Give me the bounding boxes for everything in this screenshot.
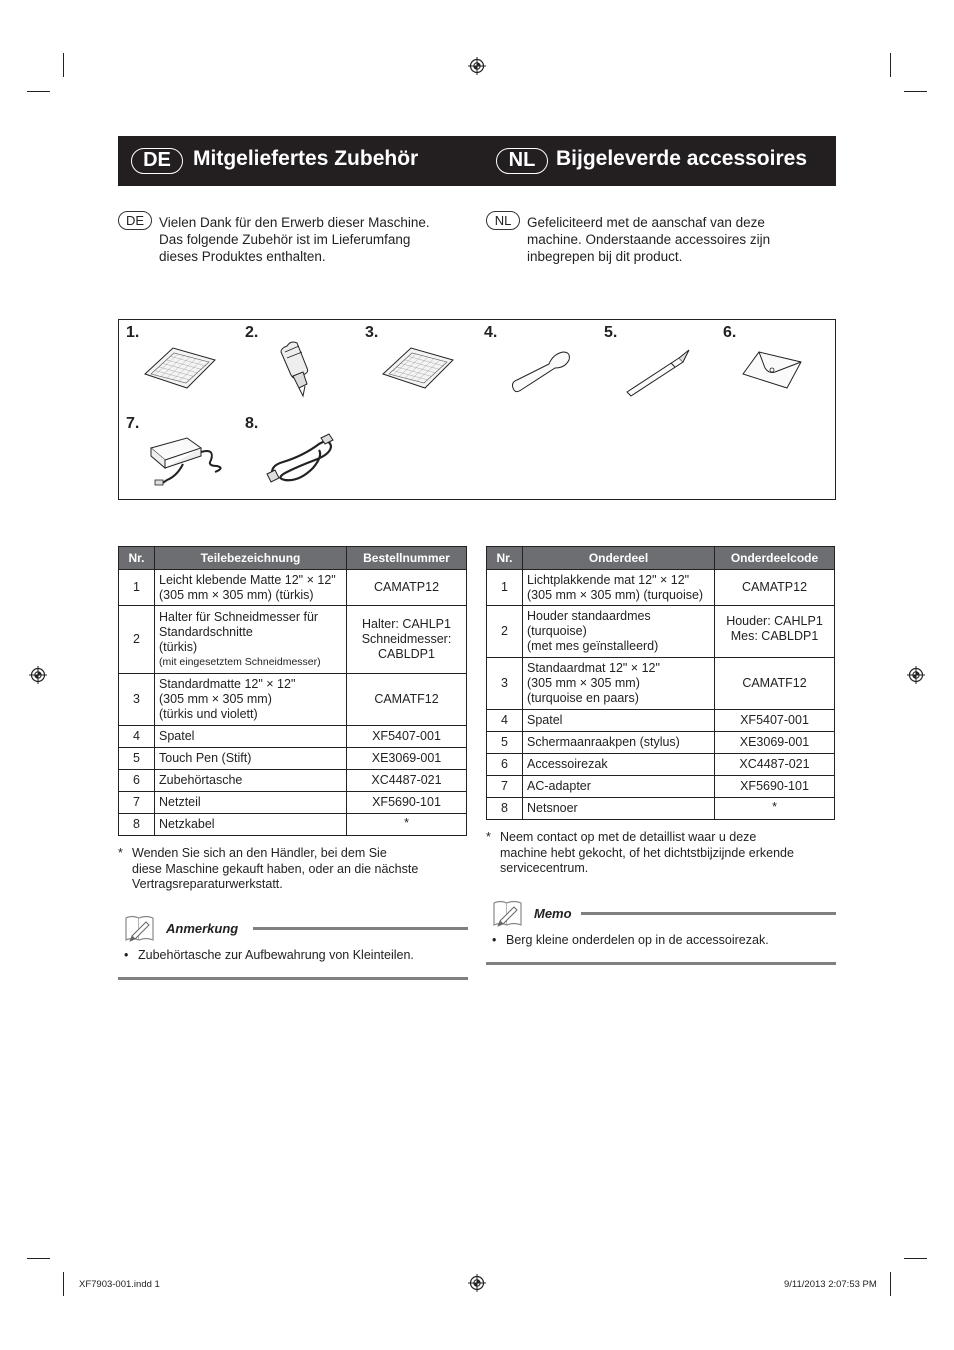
- crop-mark: [63, 1272, 64, 1296]
- row-number: 6: [487, 754, 523, 776]
- footnote-line: Wenden Sie sich an den Händler, bei dem Sie: [132, 846, 387, 860]
- part-name: Touch Pen (Stift): [155, 748, 347, 770]
- part-name: Spatel: [523, 710, 715, 732]
- intro-line: Das folgende Zubehör ist im Lieferumfang: [159, 232, 411, 247]
- table-row: [119, 674, 467, 726]
- registration-mark-icon: [468, 1274, 486, 1292]
- part-code: [715, 606, 835, 658]
- row-number: 3: [487, 658, 523, 710]
- nl-footnote: [500, 830, 830, 877]
- touch-pen-icon: [623, 348, 693, 398]
- blade-holder-icon: [277, 338, 321, 400]
- name-line: (305 mm × 305 mm): [527, 676, 640, 690]
- footnote-line: Vertragsreparaturwerkstatt.: [132, 877, 283, 891]
- name-line: Standaardmat 12" × 12": [527, 661, 660, 675]
- name-line: (305 mm × 305 mm): [159, 692, 272, 706]
- section-header: [118, 136, 836, 186]
- nl-memo-title: Memo: [534, 906, 572, 921]
- row-number: 7: [119, 792, 155, 814]
- nl-footnote-mark: *: [486, 830, 491, 844]
- part-name: [523, 606, 715, 658]
- name-line: (türkis): [159, 639, 198, 654]
- part-code: CAMATF12: [715, 658, 835, 710]
- footer-file: XF7903-001.indd 1: [79, 1279, 160, 1290]
- row-number: 5: [119, 748, 155, 770]
- table-row: [119, 606, 467, 674]
- name-line: Standardschnitte: [159, 624, 253, 639]
- row-number: 5: [487, 732, 523, 754]
- registration-mark-icon: [907, 666, 925, 684]
- col-header: Onderdeelcode: [715, 547, 835, 570]
- name-line: (met mes geïnstalleerd): [527, 639, 659, 653]
- part-code: XE3069-001: [715, 732, 835, 754]
- part-name: [155, 674, 347, 726]
- part-code: *: [347, 814, 467, 836]
- part-code: [347, 606, 467, 674]
- power-cord-icon: [263, 432, 337, 486]
- memo-divider: [486, 962, 836, 965]
- memo-divider: [253, 927, 468, 930]
- code-line: Houder: CAHLP1: [726, 614, 823, 628]
- accessories-figure: [118, 319, 836, 500]
- item-number: 7.: [126, 415, 140, 432]
- row-number: 7: [487, 776, 523, 798]
- table-row: [487, 754, 835, 776]
- part-code: XF5690-101: [347, 792, 467, 814]
- item-number: 5.: [604, 324, 618, 341]
- row-number: 6: [119, 770, 155, 792]
- crop-mark: [904, 91, 927, 92]
- part-code: XF5407-001: [715, 710, 835, 732]
- crop-mark: [27, 91, 50, 92]
- code-line: Schneidmesser:: [361, 632, 452, 646]
- part-name: [523, 570, 715, 606]
- table-row: [487, 776, 835, 798]
- part-name: [523, 658, 715, 710]
- memo-divider: [581, 912, 836, 915]
- de-intro-badge: DE: [118, 211, 152, 230]
- table-row: [119, 814, 467, 836]
- part-code: XF5690-101: [715, 776, 835, 798]
- footer-datetime: 9/11/2013 2:07:53 PM: [784, 1279, 877, 1290]
- registration-mark-icon: [29, 666, 47, 684]
- table-row: [487, 606, 835, 658]
- part-name: Netsnoer: [523, 798, 715, 820]
- table-header-row: [487, 547, 835, 570]
- code-line: CABLDP1: [378, 647, 435, 661]
- nl-intro-text: [527, 214, 837, 265]
- note-pencil-icon: [124, 914, 156, 942]
- crop-mark: [890, 1272, 891, 1296]
- col-header: Onderdeel: [523, 547, 715, 570]
- part-name: [155, 570, 347, 606]
- nl-parts-table: [486, 546, 835, 820]
- cutting-mat-icon: [143, 346, 217, 390]
- col-header: Nr.: [487, 547, 523, 570]
- registration-mark-icon: [468, 57, 486, 75]
- row-number: 1: [119, 570, 155, 606]
- table-row: [119, 570, 467, 606]
- de-parts-table: [118, 546, 467, 836]
- name-line: Halter für Schneidmesser für: [159, 609, 319, 624]
- part-name: Zubehörtasche: [155, 770, 347, 792]
- de-title: Mitgeliefertes Zubehör: [193, 147, 419, 170]
- item-number: 4.: [484, 324, 498, 341]
- col-header: Bestellnummer: [347, 547, 467, 570]
- footnote-line: machine hebt gekocht, of het dichtstbijzijnde erkende: [500, 845, 794, 860]
- nl-badge: NL: [496, 148, 548, 174]
- name-line: Standardmatte 12" × 12": [159, 677, 296, 691]
- name-line-small: (mit eingesetztem Schneidmesser): [159, 655, 321, 668]
- nl-title: Bijgeleverde accessoires: [556, 147, 807, 170]
- intro-line: dieses Produktes enthalten.: [159, 249, 326, 264]
- nl-intro-badge: NL: [486, 211, 520, 230]
- item-number: 1.: [126, 324, 140, 341]
- part-name: Spatel: [155, 726, 347, 748]
- table-row: [119, 748, 467, 770]
- row-number: 1: [487, 570, 523, 606]
- name-line: (turquoise): [527, 624, 587, 638]
- table-row: [119, 726, 467, 748]
- row-number: 3: [119, 674, 155, 726]
- part-name: Accessoirezak: [523, 754, 715, 776]
- name-line: (türkis und violett): [159, 707, 258, 721]
- col-header: Teilebezeichnung: [155, 547, 347, 570]
- name-line: Houder standaardmes: [527, 609, 651, 623]
- part-code: CAMATP12: [715, 570, 835, 606]
- standard-mat-icon: [381, 346, 455, 390]
- table-row: [119, 770, 467, 792]
- nl-memo-text: Berg kleine onderdelen op in de accessoirezak.: [506, 933, 769, 947]
- part-code: XC4487-021: [347, 770, 467, 792]
- item-number: 6.: [723, 324, 737, 341]
- de-footnote-mark: *: [118, 846, 123, 860]
- footnote-line: servicecentrum.: [500, 861, 589, 875]
- table-row: [487, 570, 835, 606]
- row-number: 4: [119, 726, 155, 748]
- footnote-line: Neem contact op met de detaillist waar u deze: [500, 830, 757, 844]
- crop-mark: [904, 1258, 927, 1259]
- accessory-pouch-icon: [739, 344, 805, 392]
- table-row: [119, 792, 467, 814]
- table-row: [487, 710, 835, 732]
- part-code: CAMATP12: [347, 570, 467, 606]
- de-footnote: [132, 846, 462, 893]
- name-line: Leicht klebende Matte 12" × 12": [159, 572, 336, 587]
- memo-divider: [118, 977, 468, 980]
- name-line: Lichtplakkende mat 12" × 12": [527, 572, 690, 587]
- footnote-line: diese Maschine gekauft haben, oder an die nächste: [132, 861, 419, 876]
- row-number: 8: [487, 798, 523, 820]
- crop-mark: [27, 1258, 50, 1259]
- nl-memo-bullet: •: [492, 933, 497, 947]
- part-name: AC-adapter: [523, 776, 715, 798]
- note-pencil-icon: [492, 899, 524, 927]
- part-name: Schermaanraakpen (stylus): [523, 732, 715, 754]
- row-number: 2: [487, 606, 523, 658]
- de-memo-bullet: •: [124, 948, 129, 962]
- part-code: CAMATF12: [347, 674, 467, 726]
- intro-line: Vielen Dank für den Erwerb dieser Maschine.: [159, 215, 430, 230]
- item-number: 2.: [245, 324, 259, 341]
- ac-adapter-icon: [147, 430, 227, 488]
- code-line: Halter: CAHLP1: [362, 617, 451, 631]
- part-code: XF5407-001: [347, 726, 467, 748]
- item-number: 3.: [365, 324, 379, 341]
- de-intro-text: [159, 214, 469, 265]
- part-name: [155, 606, 347, 674]
- name-line: (305 mm × 305 mm) (türkis): [159, 587, 314, 602]
- table-row: [487, 798, 835, 820]
- col-header: Nr.: [119, 547, 155, 570]
- intro-line: machine. Onderstaande accessoires zijn: [527, 232, 771, 247]
- row-number: 4: [487, 710, 523, 732]
- name-line: (turquoise en paars): [527, 691, 639, 705]
- row-number: 2: [119, 606, 155, 674]
- name-line: (305 mm × 305 mm) (turquoise): [527, 587, 704, 602]
- intro-line: Gefeliciteerd met de aanschaf van deze: [527, 215, 765, 230]
- table-header-row: [119, 547, 467, 570]
- de-badge: DE: [131, 148, 183, 174]
- crop-mark: [63, 53, 64, 77]
- part-code: XC4487-021: [715, 754, 835, 776]
- table-row: [487, 658, 835, 710]
- table-row: [487, 732, 835, 754]
- row-number: 8: [119, 814, 155, 836]
- part-name: Netzteil: [155, 792, 347, 814]
- crop-mark: [890, 53, 891, 77]
- code-line: Mes: CABLDP1: [730, 629, 819, 643]
- part-name: Netzkabel: [155, 814, 347, 836]
- intro-line: inbegrepen bij dit product.: [527, 249, 683, 264]
- de-memo-title: Anmerkung: [166, 921, 239, 936]
- spatula-icon: [509, 348, 573, 396]
- item-number: 8.: [245, 415, 259, 432]
- part-code: *: [715, 798, 835, 820]
- de-memo-text: Zubehörtasche zur Aufbewahrung von Kleinteilen.: [138, 948, 414, 962]
- part-code: XE3069-001: [347, 748, 467, 770]
